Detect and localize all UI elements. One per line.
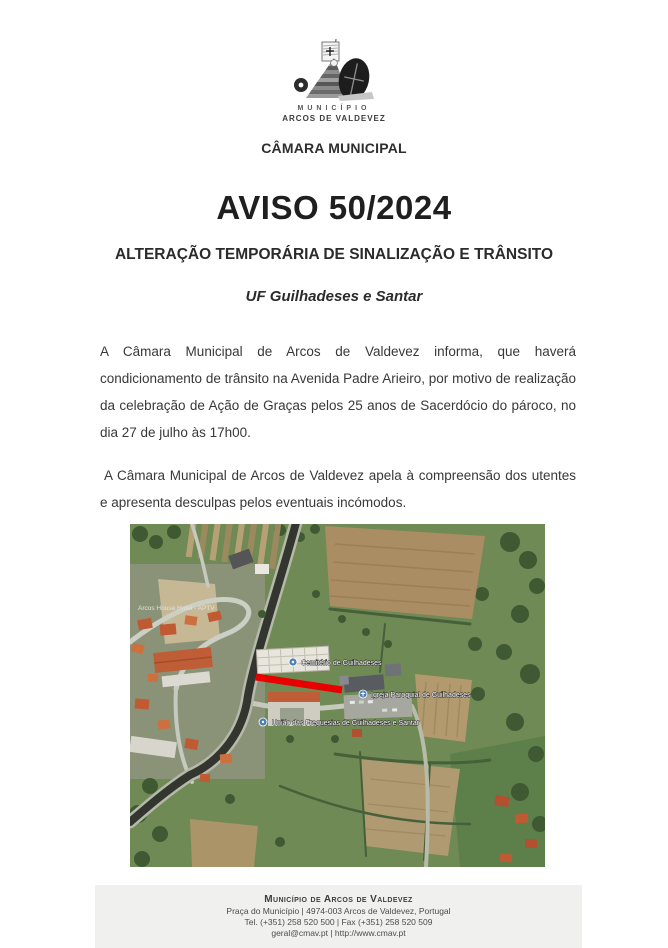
footer-email-web: geral@cmav.pt | http://www.cmav.pt [271, 928, 406, 938]
school-building [153, 647, 214, 688]
wheel-icon [294, 78, 308, 92]
church-poi-icon [359, 690, 367, 698]
notice-title: AVISO 50/2024 [216, 189, 452, 226]
map-label-hotel: Arcos House Hotel - APTV [138, 605, 215, 612]
logo-caption-arcos: ARCOS DE VALDEVEZ [282, 114, 386, 123]
document-footer [95, 885, 582, 948]
body-paragraph-1: A Câmara Municipal de Arcos de Valdevez informa, que haverá condicionamento de trânsito na Avenida Padre Arieiro, por motivo de realização da celebração de Ação de Graças pelos 25 anos de Sacerdócio do pároco, no dia 27 de julho às 17h00. [100, 344, 576, 440]
cemetery-poi-icon [289, 658, 297, 666]
notice-subtitle: ALTERAÇÃO TEMPORÁRIA DE SINALIZAÇÃO E TRÂNSITO [114, 246, 554, 263]
satellite-map [130, 524, 545, 867]
parish-union-poi-icon [259, 718, 267, 726]
satellite-map-image [130, 524, 545, 867]
logo-caption-municipio: MUNICÍPIO [297, 105, 371, 112]
map-label-parish-union: União das Freguesias de Guilhadeses e Santar [272, 720, 420, 727]
ploughed-field [325, 526, 485, 619]
municipal-crest-icon [288, 38, 380, 102]
map-label-church: Igreja Paroquial de Guilhadeses [371, 692, 471, 699]
footer-phone-fax: Tel. (+351) 258 520 500 | Fax (+351) 258 520 509 [244, 917, 433, 927]
footer-address: Praça do Município | 4974-003 Arcos de Valdevez, Portugal [226, 906, 451, 916]
organization-title: CÂMARA MUNICIPAL [261, 140, 407, 156]
pennant-icon [322, 42, 339, 61]
footer-municipality: Município de Arcos de Valdevez [264, 894, 413, 905]
map-label-cemetery: Cemitério de Guilhadeses [301, 660, 382, 667]
notice-region: UF Guilhadeses e Santar [245, 288, 423, 305]
body-paragraph-2: A Câmara Municipal de Arcos de Valdevez apela à compreensão dos utentes e apresenta desculpas pelos eventuais incómodos. [100, 468, 576, 510]
municipal-logo [0, 38, 668, 124]
